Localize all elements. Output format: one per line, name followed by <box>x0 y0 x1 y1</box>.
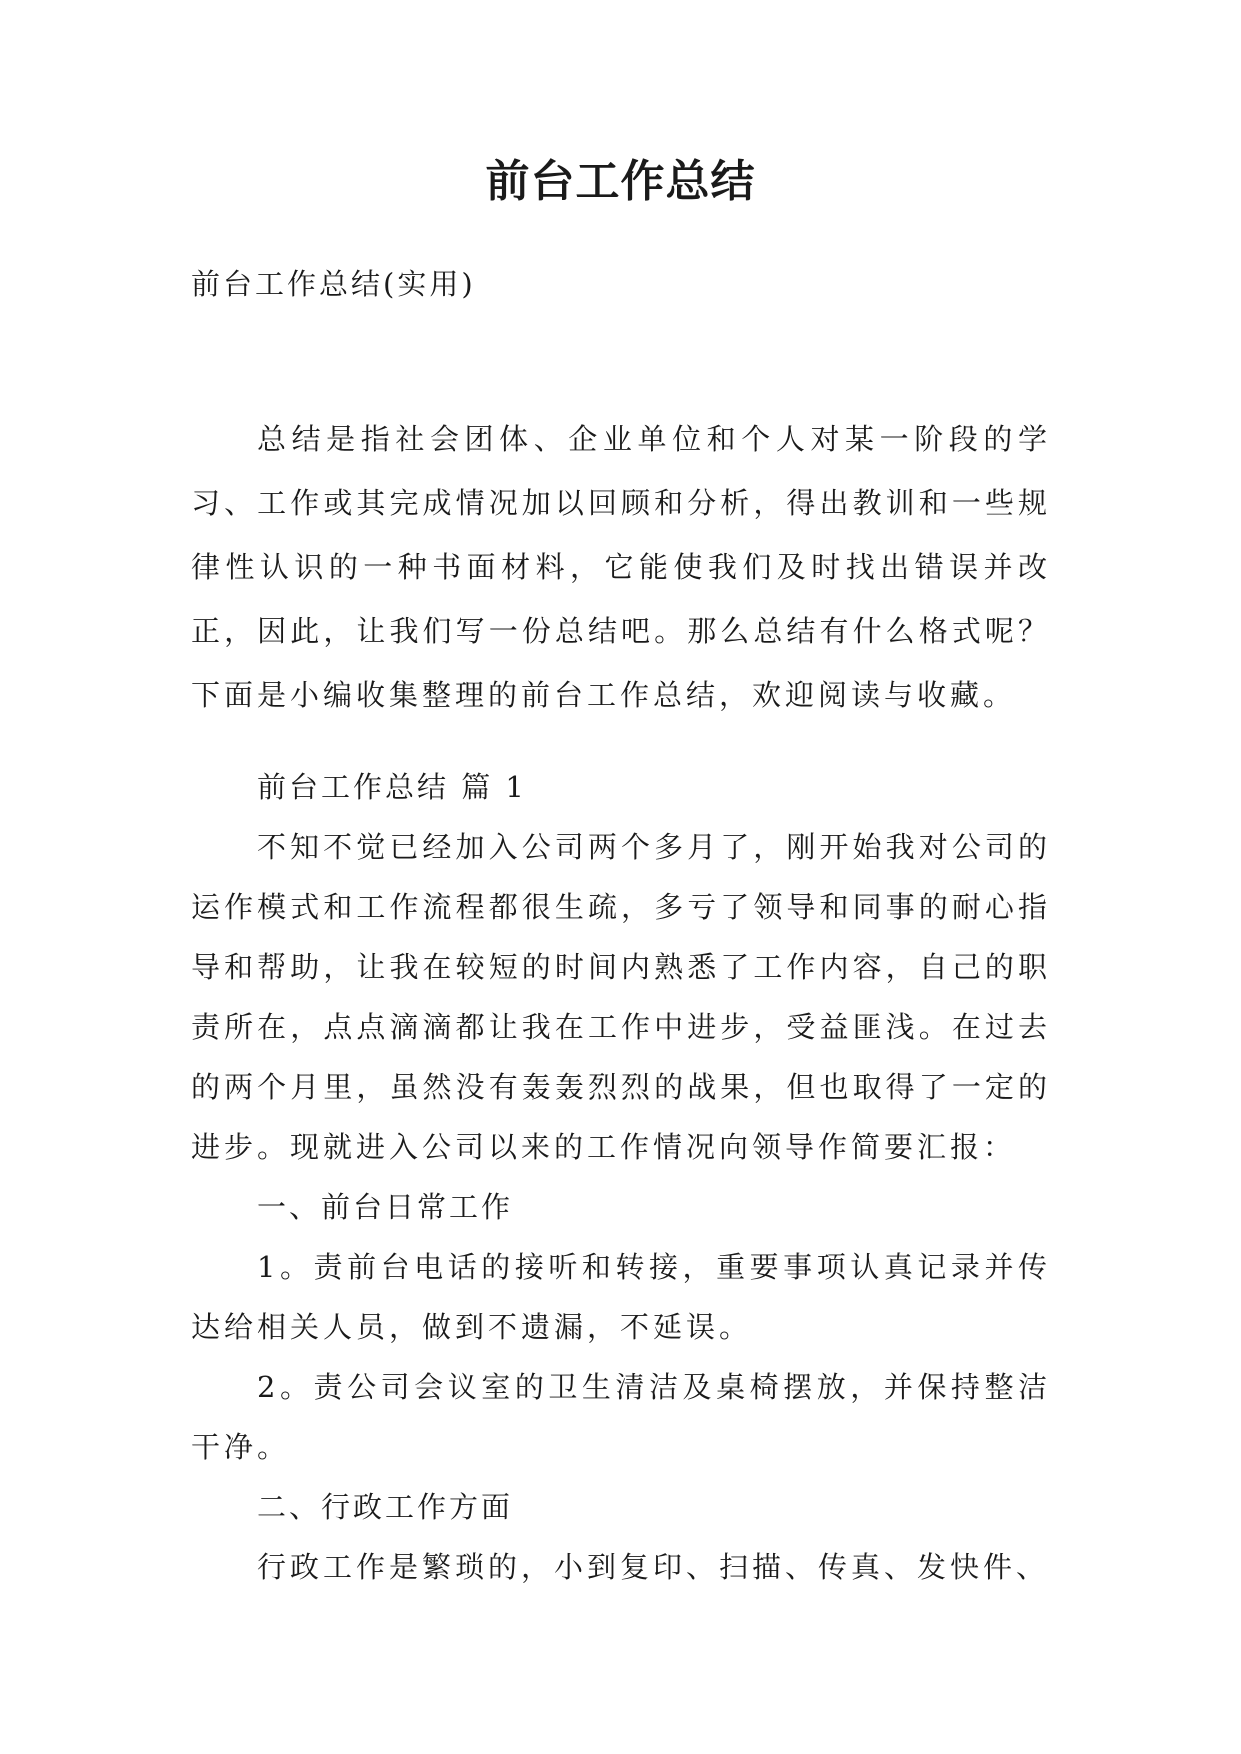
section-heading: 前台工作总结 篇 1 <box>257 770 527 804</box>
subsection-heading: 一、前台日常工作 <box>257 1190 514 1224</box>
article-body <box>191 757 1051 1597</box>
body-paragraph: 不知不觉已经加入公司两个多月了，刚开始我对公司的运作模式和工作流程都很生疏，多亏了领导和同事的耐心指导和帮助，让我在较短的时间内熟悉了工作内容，自己的职责所在，点点滴滴都让我在工作中进步，受益匪浅。在过去的两个月里，虽然没有轰轰烈烈的战果，但也取得了一定的进步。现就进入公司以来的工作情况向领导作简要汇报： <box>191 830 1051 1164</box>
document-subtitle: 前台工作总结(实用) <box>191 267 476 301</box>
body-paragraph: 2。责公司会议室的卫生清洁及桌椅摆放，并保持整洁干净。 <box>191 1370 1051 1464</box>
body-paragraph: 行政工作是繁琐的，小到复印、扫描、传真、发快件、 <box>257 1550 1050 1584</box>
subsection-heading: 二、行政工作方面 <box>257 1490 514 1524</box>
intro-paragraph: 总结是指社会团体、企业单位和个人对某一阶段的学习、工作或其完成情况加以回顾和分析，得出教训和一些规律性认识的一种书面材料，它能使我们及时找出错误并改正，因此，让我们写一份总结吧。那么总结有什么格式呢？下面是小编收集整理的前台工作总结，欢迎阅读与收藏。 <box>191 422 1051 712</box>
body-paragraph: 1。责前台电话的接听和转接，重要事项认真记录并传达给相关人员，做到不遗漏，不延误。 <box>191 1250 1051 1344</box>
document-title: 前台工作总结 <box>485 156 756 207</box>
